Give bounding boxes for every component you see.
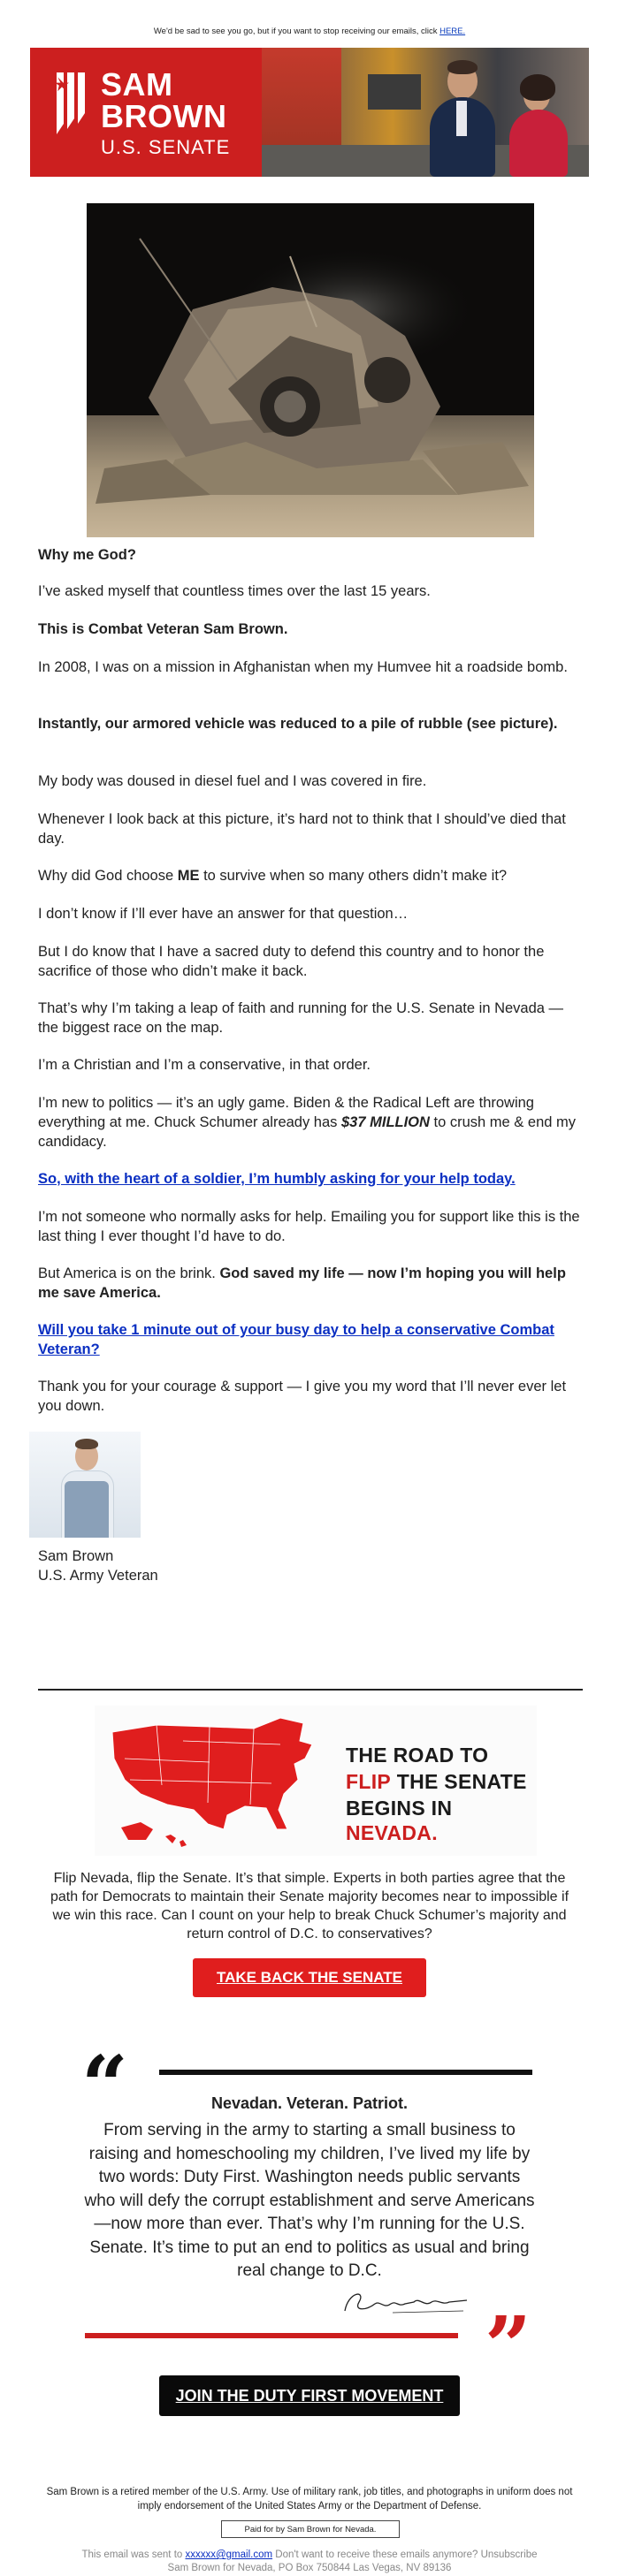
letter-paragraph: Instantly, our armored vehicle was reduced to a pile of rubble (see picture). [38, 716, 558, 732]
unsubscribe-text[interactable]: Don't want to receive these emails anymore? Unsubscribe [272, 2549, 538, 2560]
opening-question: Why me God? [38, 547, 136, 563]
quote-title: Nevadan. Veteran. Patriot. [210, 2094, 409, 2112]
letter-paragraph: Whenever I look back at this picture, it’s hard not to think that I should’ve died that day. [38, 811, 566, 847]
letter-paragraph: Thank you for your courage & support — I give you my word that I’ll never ever let you down. [38, 1379, 567, 1414]
campaign-banner[interactable] [30, 48, 589, 177]
banner-photo [262, 48, 589, 177]
quote-body: From serving in the army to starting a small business to raising and homeschooling my children, I’ve lived my life by two words: Duty First. Washington needs public servants who will defy the corrupt establishment and serve Americans—now more than ever. That’s why I’m running for the U.S. Senate. It’s time to put an end to politics as usual and bring real change to D.C. [84, 2121, 535, 2280]
letter-paragraph [38, 1320, 586, 1359]
usa-map-icon [95, 1706, 325, 1856]
join-duty-first-button[interactable]: JOIN THE DUTY FIRST MOVEMENT [159, 2375, 460, 2416]
map-headline-line3: BEGINS IN NEVADA. [346, 1797, 453, 1844]
letter-paragraph: I’m new to politics — it’s an ugly game. Biden & the Radical Left are throwing everything at me. Chuck Schumer already has $37 MILLION to crush me & end my candidacy. [38, 1095, 577, 1150]
take-back-senate-button[interactable]: TAKE BACK THE SENATE [193, 1958, 426, 1997]
quote-rule-top [159, 2070, 532, 2075]
unsubscribe-notice [0, 27, 619, 36]
letter-paragraph: This is Combat Veteran Sam Brown. [38, 621, 288, 637]
open-quote-icon: “ [81, 2038, 128, 2133]
map-headline-line1: THE ROAD TO [346, 1744, 489, 1767]
logo-first-name: SAM [101, 66, 173, 103]
section-divider [38, 1689, 583, 1691]
signoff-name: Sam Brown [38, 1548, 114, 1564]
letter-paragraph: I’m not someone who normally asks for help. Emailing you for support like this is the last thing I ever thought I’d have to do. [38, 1209, 580, 1244]
letter-paragraph: My body was doused in diesel fuel and I was covered in fire. [38, 773, 427, 789]
military-disclaimer: Sam Brown is a retired member of the U.S. Army. Use of military rank, job titles, and photographs in uniform does not imply endorsement of the United States Army or the Department of Defense. [46, 2487, 573, 2511]
signoff-title: U.S. Army Veteran [38, 1568, 158, 1584]
letter-paragraph: I’ve asked myself that countless times over the last 15 years. [38, 583, 431, 599]
flip-senate-map-graphic[interactable] [95, 1706, 537, 1856]
letter-paragraph: I’m a Christian and I’m a conservative, in that order. [38, 1057, 371, 1073]
unsubscribe-here-link[interactable]: HERE. [439, 27, 466, 36]
flip-nevada-paragraph: Flip Nevada, flip the Senate. It’s that simple. Experts in both parties agree that the path for Democrats to maintain their Senate majority becomes near to impossible if we win this race. Can I count on your help to break Chuck Schumer’s majority and return control of D.C. to conservatives? [50, 1871, 569, 1941]
one-minute-link[interactable]: Will you take 1 minute out of your busy day to help a conservative Combat Veteran? [38, 1322, 554, 1357]
close-quote-icon: ” [485, 2299, 531, 2394]
flag-logo-icon [51, 72, 90, 148]
letter-paragraph: But I do know that I have a sacred duty to defend this country and to honor the sacrifice of those who didn’t make it back. [38, 944, 545, 979]
wreck-illustration [87, 203, 534, 537]
email-footer: This email was sent to xxxxxx@gmail.com Don't want to receive these emails anymore? Unsubscribe Sam Brown for Nevada, PO Box 750844 Las Vegas, NV 89136 [81, 2549, 538, 2573]
logo-office: U.S. SENATE [101, 136, 231, 158]
letter-paragraph: That’s why I’m taking a leap of faith and running for the U.S. Senate in Nevada — the biggest race on the map. [38, 1000, 564, 1036]
letter-paragraph: In 2008, I was on a mission in Afghanistan when my Humvee hit a roadside bomb. [38, 659, 568, 675]
map-headline-line2: FLIP THE SENATE [346, 1770, 527, 1793]
handwritten-signature [340, 2284, 472, 2320]
logo-last-name: BROWN [101, 98, 227, 134]
humvee-wreck-photo [87, 203, 534, 537]
paid-for-box: Paid for by Sam Brown for Nevada. [221, 2520, 400, 2538]
letter-paragraph: I don’t know if I’ll ever have an answer for that question… [38, 906, 409, 922]
letter-paragraph: Why did God choose ME to survive when so many others didn’t make it? [38, 868, 508, 884]
letter-paragraph: But America is on the brink. God saved my life — now I’m hoping you will help me save America. [38, 1265, 566, 1301]
quote-rule-bottom [85, 2333, 458, 2338]
help-today-link[interactable]: So, with the heart of a soldier, I’m humbly asking for your help today. [38, 1171, 516, 1187]
sam-brown-portrait [29, 1432, 141, 1538]
mailing-address: Sam Brown for Nevada, PO Box 750844 Las Vegas, NV 89136 [167, 2563, 452, 2573]
letter-paragraph [38, 1169, 586, 1189]
recipient-email-link[interactable]: xxxxxx@gmail.com [185, 2549, 273, 2560]
notice-text: We'd be sad to see you go, but if you want to stop receiving our emails, click [153, 27, 440, 36]
